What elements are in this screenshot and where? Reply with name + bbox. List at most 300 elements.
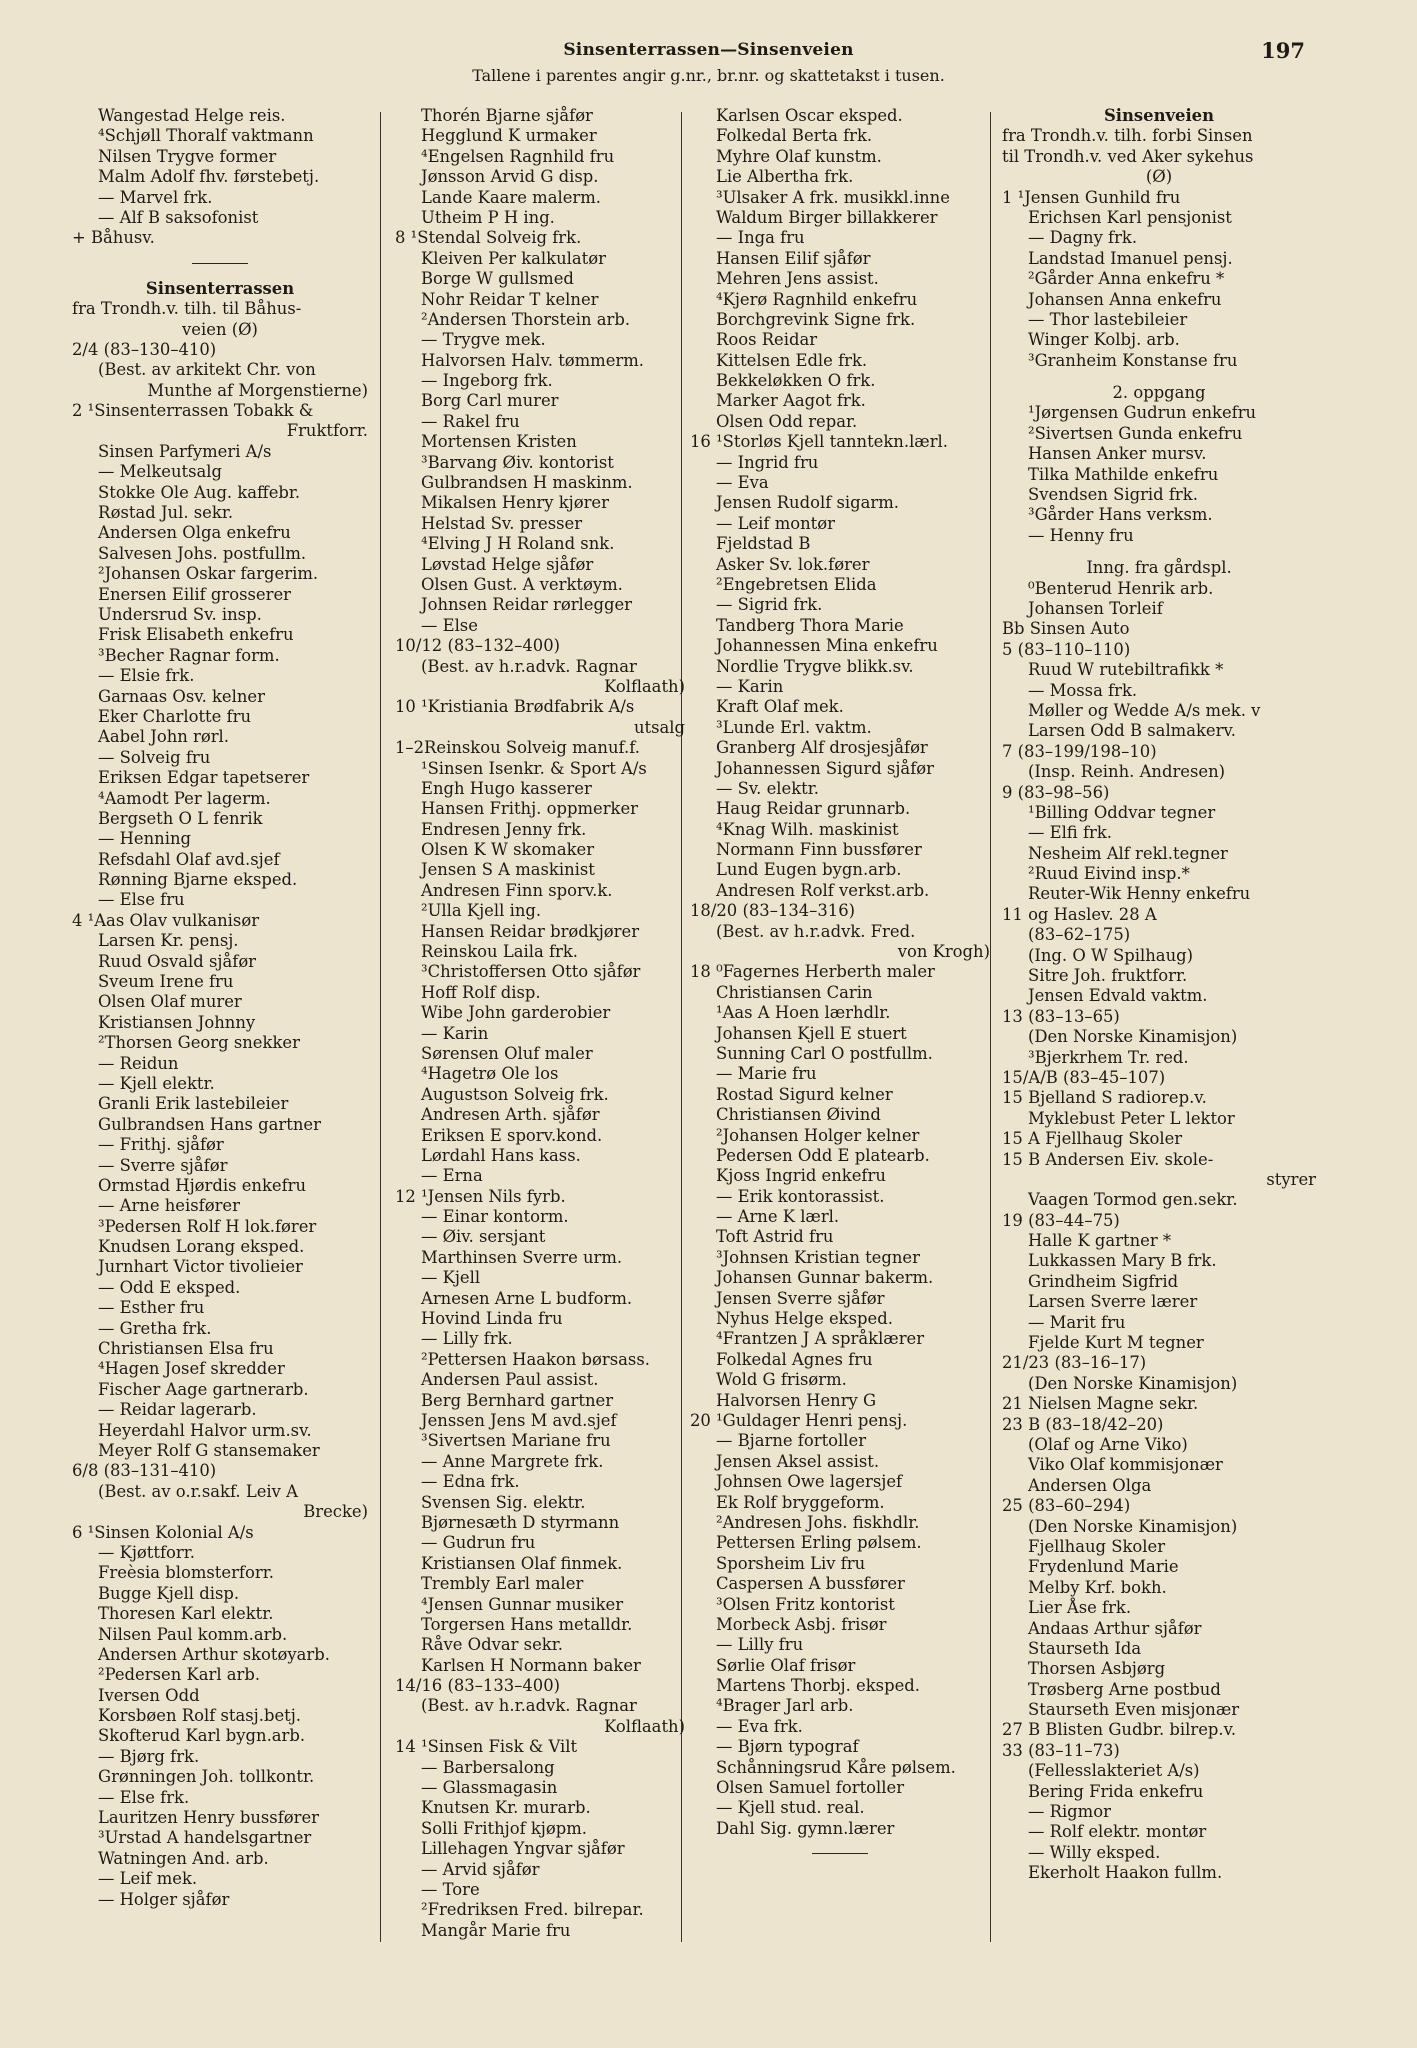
directory-entry: Staurseth Ida (1028, 1638, 1142, 1658)
directory-entry: Reinskou Laila frk. (421, 942, 578, 962)
directory-entry: Fischer Aage gartnerarb. (98, 1379, 309, 1399)
directory-entry: — Reidar lagerarb. (98, 1400, 257, 1420)
directory-entry: ³Urstad A handelsgartner (98, 1828, 312, 1848)
directory-entry: + Båhusv. (72, 228, 155, 248)
directory-entry: Nilsen Paul komm.arb. (98, 1624, 288, 1644)
directory-entry: — Ingrid fru (716, 452, 819, 472)
page-title: Sinsenterrassen—Sinsenveien (563, 40, 854, 60)
directory-entry: Ekerholt Haakon fullm. (1028, 1863, 1223, 1883)
directory-entry: (Best. av arkitekt Chr. von (98, 360, 316, 380)
directory-entry: Marker Aagot frk. (716, 391, 866, 411)
directory-entry: 15 A Fjellhaug Skoler (1002, 1129, 1183, 1149)
directory-entry: Sunning Carl O postfullm. (716, 1043, 933, 1063)
directory-entry: Sørensen Oluf maler (421, 1043, 593, 1063)
directory-entry: Mehren Jens assist. (716, 269, 879, 289)
directory-entry: — Marie fru (716, 1064, 817, 1084)
directory-entry: Folkedal Berta frk. (716, 126, 873, 146)
directory-entry: Jensen Aksel assist. (716, 1451, 880, 1471)
directory-entry: (Fellesslakteriet A/s) (1028, 1761, 1200, 1781)
directory-entry: veien (Ø) (182, 319, 258, 339)
directory-entry: ³Bjerkrhem Tr. red. (1028, 1047, 1189, 1067)
directory-entry: ⁴Engelsen Ragnhild fru (421, 146, 615, 166)
directory-entry: — Frithj. sjåfør (98, 1135, 224, 1155)
directory-entry: ³Ulsaker A frk. musikkl.inne (716, 187, 950, 207)
directory-entry: Marthinsen Sverre urm. (421, 1247, 623, 1267)
directory-entry: Hoff Rolf disp. (421, 982, 541, 1002)
section-divider (1002, 371, 1316, 383)
directory-entry: (Best. av h.r.advk. Ragnar (421, 656, 637, 676)
directory-entry: Olsen K W skomaker (421, 840, 595, 860)
directory-entry: ³Christoffersen Otto sjåfør (421, 962, 641, 982)
directory-entry: ⁴Kjerø Ragnhild enkefru (716, 289, 918, 309)
directory-entry: — Esther fru (98, 1298, 205, 1318)
directory-entry: — Trygve mek. (421, 330, 546, 350)
directory-entry: Folkedal Agnes fru (716, 1349, 873, 1369)
directory-entry: Brecke) (303, 1502, 368, 1522)
directory-entry: ³Pedersen Rolf H lok.fører (98, 1216, 317, 1236)
directory-entry: 20 ¹Guldager Henri pensj. (690, 1411, 908, 1430)
directory-entry: Undersrud Sv. insp. (98, 604, 262, 624)
directory-entry: Ek Rolf bryggeform. (716, 1492, 885, 1512)
directory-entry: ⁴Hagetrø Ole los (421, 1064, 559, 1084)
directory-entry: ²Johansen Oskar fargerim. (98, 564, 319, 584)
directory-entry: ⁰Benterud Henrik arb. (1028, 578, 1214, 598)
directory-entry: Jønsson Arvid G disp. (421, 167, 599, 187)
directory-entry: Halvorsen Halv. tømmerm. (421, 350, 645, 370)
directory-entry: Svensen Sig. elektr. (421, 1492, 586, 1512)
directory-entry: Olsen Samuel fortoller (716, 1778, 905, 1798)
directory-entry: Tilka Mathilde enkefru (1028, 464, 1219, 484)
directory-entry: — Inga fru (716, 228, 805, 248)
directory-entry: ⁴Brager Jarl arb. (716, 1696, 854, 1716)
directory-entry: Skofterud Karl bygn.arb. (98, 1726, 306, 1746)
directory-entry: Haug Reidar grunnarb. (716, 799, 911, 819)
directory-entry: Hansen Anker mursv. (1028, 444, 1207, 464)
directory-entry: — Bjørg frk. (98, 1746, 200, 1766)
directory-entry: styrer (1266, 1169, 1316, 1189)
directory-entry: Salvesen Johs. postfullm. (98, 543, 307, 563)
directory-entry: 16 ¹Storløs Kjell tanntekn.lærl. (690, 432, 949, 452)
directory-entry: — Willy eksped. (1028, 1842, 1161, 1862)
directory-entry: Andresen Finn sporv.k. (421, 880, 613, 900)
directory-entry: Jensen Edvald vaktm. (1028, 986, 1208, 1006)
page-number: 197 (1261, 38, 1305, 63)
directory-entry: Grindheim Sigfrid (1028, 1271, 1179, 1291)
directory-entry: Johannessen Sigurd sjåfør (716, 758, 934, 778)
directory-entry: ²Ruud Eivind insp.* (1028, 864, 1190, 884)
directory-entry: 25 (83–60–294) (1002, 1496, 1131, 1516)
directory-entry: Johnsen Reidar rørlegger (421, 595, 633, 615)
directory-entry: ¹Jørgensen Gudrun enkefru (1028, 403, 1257, 423)
directory-entry: Jensen Rudolf sigarm. (716, 493, 899, 513)
directory-entry: Bjørnesæth D styrmann (421, 1512, 620, 1532)
directory-entry: (Den Norske Kinamisjon) (1028, 1027, 1238, 1047)
directory-entry: Granli Erik lastebileier (98, 1094, 289, 1114)
directory-entry: Lukkassen Mary B frk. (1028, 1251, 1217, 1271)
directory-entry: — Kjell (421, 1268, 481, 1288)
directory-entry: Larsen Sverre lærer (1028, 1292, 1198, 1312)
directory-entry: ⁴Hagen Josef skredder (98, 1359, 285, 1379)
directory-entry: Kittelsen Edle frk. (716, 350, 868, 370)
directory-entry: Solli Frithjof kjøpm. (421, 1818, 587, 1838)
directory-entry: — Arvid sjåfør (421, 1859, 540, 1879)
directory-entry: Olsen Olaf murer (98, 992, 242, 1012)
directory-entry: ³Becher Ragnar form. (98, 645, 280, 665)
directory-entry: Tandberg Thora Marie (716, 615, 904, 635)
directory-entry: Lie Albertha frk. (716, 167, 854, 187)
directory-entry: 18/20 (83–134–316) (690, 901, 856, 921)
directory-entry: Refsdahl Olaf avd.sjef (98, 849, 280, 869)
directory-entry: Eriksen Edgar tapetserer (98, 768, 310, 788)
directory-entry: ⁴Schjøll Thoralf vaktmann (98, 126, 314, 146)
directory-entry: ³Olsen Fritz kontorist (716, 1594, 895, 1614)
directory-entry: Christiansen Elsa fru (98, 1339, 274, 1359)
directory-entry: Staurseth Even misjonær (1028, 1700, 1240, 1720)
directory-entry: Kjoss Ingrid enkefru (716, 1166, 886, 1186)
directory-entry: ³Sivertsen Mariane fru (421, 1431, 611, 1451)
directory-entry: — Gudrun fru (421, 1533, 536, 1553)
directory-entry: 2 ¹Sinsenterrassen Tobakk & (72, 401, 314, 421)
directory-entry: Andaas Arthur sjåfør (1028, 1618, 1202, 1638)
directory-entry: — Barbersalong (421, 1757, 555, 1777)
directory-entry: ⁴Elving J H Roland snk. (421, 534, 615, 554)
directory-entry: ²Pettersen Haakon børsass. (421, 1349, 650, 1369)
directory-entry: Waldum Birger billakkerer (716, 207, 938, 227)
directory-entry: Heyerdahl Halvor urm.sv. (98, 1420, 312, 1440)
directory-entry: — Eva frk. (716, 1716, 803, 1736)
directory-entry: 5 (83–110–110) (1002, 639, 1131, 659)
directory-entry: — Rigmor (1028, 1802, 1111, 1822)
directory-entry: — Marvel frk. (98, 187, 213, 207)
directory-entry: Johansen Kjell E stuert (716, 1023, 907, 1043)
column-4 (1002, 106, 1316, 1884)
directory-entry: Normann Finn bussfører (716, 840, 922, 860)
directory-entry: Sitre Joh. fruktforr. (1028, 966, 1188, 986)
directory-entry: — Erik kontorassist. (716, 1186, 885, 1206)
directory-entry: — Else fru (98, 890, 185, 910)
column-divider (990, 112, 991, 1942)
directory-entry: ³Barvang Øiv. kontorist (421, 452, 614, 472)
directory-entry: Fjelde Kurt M tegner (1028, 1333, 1204, 1353)
directory-entry: Morbeck Asbj. frisør (716, 1614, 887, 1634)
directory-entry: — Bjarne fortoller (716, 1431, 867, 1451)
directory-entry: 21/23 (83–16–17) (1002, 1353, 1147, 1373)
directory-entry: ²Fredriksen Fred. bilrepar. (421, 1900, 644, 1920)
directory-entry: Christiansen Øivind (716, 1105, 881, 1125)
directory-entry: Sveum Irene fru (98, 972, 234, 992)
directory-entry: Jurnhart Victor tivolieier (98, 1257, 303, 1277)
directory-entry: 18 ⁰Fagernes Herberth maler (690, 962, 935, 982)
directory-entry: Halle K gartner * (1028, 1231, 1172, 1251)
directory-entry: — Sv. elektr. (716, 778, 819, 798)
directory-entry: 6 ¹Sinsen Kolonial A/s (72, 1522, 254, 1542)
directory-entry: utsalg (633, 717, 685, 737)
directory-entry: Grønningen Joh. tollkontr. (98, 1767, 315, 1787)
column-divider (380, 112, 381, 1942)
directory-entry: 2/4 (83–130–410) (72, 339, 217, 359)
directory-entry: Kleiven Per kalkulatør (421, 248, 606, 268)
directory-entry: Trøsberg Arne postbud (1028, 1679, 1221, 1699)
directory-entry: Andersen Paul assist. (421, 1370, 599, 1390)
page-subtitle: Tallene i parentes angir g.nr., br.nr. og skattetakst i tusen. (472, 66, 945, 85)
directory-entry: (Den Norske Kinamisjon) (1028, 1516, 1238, 1536)
directory-entry: Christiansen Carin (716, 982, 873, 1002)
directory-entry: fra Trondh.v. tilh. forbi Sinsen (1002, 126, 1253, 146)
directory-entry: ¹Sinsen Isenkr. & Sport A/s (421, 758, 647, 778)
directory-entry: Knudsen Lorang eksped. (98, 1237, 305, 1257)
directory-entry: Fjeldstad B (716, 534, 811, 554)
directory-entry: Andersen Olga enkefru (98, 523, 291, 543)
directory-entry: — Leif montør (716, 513, 835, 533)
directory-entry: Berg Bernhard gartner (421, 1390, 614, 1410)
directory-entry: Lauritzen Henry bussfører (98, 1808, 320, 1828)
directory-entry: Jenssen Jens M avd.sjef (421, 1411, 617, 1430)
directory-entry: Røstad Jul. sekr. (98, 503, 234, 523)
directory-entry: 33 (83–11–73) (1002, 1740, 1120, 1760)
directory-entry: Andresen Arth. sjåfør (421, 1105, 600, 1125)
directory-entry: Lier Åse frk. (1028, 1598, 1132, 1618)
directory-entry: ²Gårder Anna enkefru * (1028, 269, 1225, 289)
directory-entry: — Edna frk. (421, 1472, 520, 1492)
directory-entry: Munthe af Morgenstierne) (147, 380, 368, 400)
directory-entry: Utheim P H ing. (421, 207, 555, 227)
directory-entry: — Karin (716, 676, 784, 696)
directory-entry: (Ing. O W Spilhaug) (1028, 945, 1194, 965)
directory-entry: — Else (421, 615, 478, 635)
directory-entry: ⁴Jensen Gunnar musiker (421, 1594, 624, 1614)
directory-entry: Dahl Sig. gymn.lærer (716, 1818, 895, 1838)
directory-entry: Mangår Marie fru (421, 1920, 571, 1940)
directory-entry: Kolflaath) (604, 1716, 685, 1736)
section-heading: Sinsenveien (1103, 106, 1215, 125)
directory-entry: Mikalsen Henry kjører (421, 493, 609, 513)
directory-entry: Rostad Sigurd kelner (716, 1084, 893, 1104)
directory-entry: (Olaf og Arne Viko) (1028, 1435, 1188, 1454)
directory-entry: Nordlie Trygve blikk.sv. (716, 656, 914, 676)
directory-entry: Nohr Reidar T kelner (421, 289, 599, 309)
directory-entry: (Den Norske Kinamisjon) (1028, 1373, 1238, 1393)
directory-entry: Vaagen Tormod gen.sekr. (1028, 1190, 1238, 1210)
directory-entry: Thorsen Asbjørg (1028, 1659, 1166, 1679)
directory-entry: Winger Kolbj. arb. (1028, 330, 1180, 350)
directory-entry: ²Andresen Johs. fiskhdlr. (716, 1512, 920, 1532)
directory-entry: Arnesen Arne L budform. (421, 1288, 633, 1308)
directory-entry: ²Thorsen Georg snekker (98, 1033, 300, 1053)
column-1 (72, 106, 368, 1910)
directory-entry: (Best. av h.r.advk. Ragnar (421, 1696, 637, 1716)
directory-entry: Asker Sv. lok.fører (716, 554, 870, 574)
directory-entry: (Ø) (1145, 167, 1173, 187)
directory-entry: Garnaas Osv. kelner (98, 686, 265, 706)
directory-entry: Larsen Kr. pensj. (98, 931, 239, 951)
directory-entry: Andersen Olga (1028, 1475, 1152, 1495)
directory-entry: — Gretha frk. (98, 1318, 212, 1338)
directory-entry: Kristiansen Johnny (98, 1012, 256, 1032)
directory-entry: 1 ¹Jensen Gunhild fru (1002, 187, 1181, 207)
directory-entry: — Reidun (98, 1053, 179, 1073)
directory-entry: Hansen Eilif sjåfør (716, 248, 871, 268)
directory-entry: Meyer Rolf G stansemaker (98, 1441, 320, 1460)
directory-entry: — Odd E eksped. (98, 1277, 241, 1297)
directory-entry: Jensen S A maskinist (421, 860, 595, 880)
directory-entry: Martens Thorbj. eksped. (716, 1676, 920, 1696)
directory-entry: — Eva (716, 473, 769, 493)
directory-entry: ²Ulla Kjell ing. (421, 901, 542, 921)
directory-entry: Schånningsrud Kåre pølsem. (716, 1757, 956, 1777)
directory-entry: Hovind Linda fru (421, 1309, 563, 1329)
directory-entry: — Kjell stud. real. (716, 1798, 865, 1818)
directory-entry: Aabel John rørl. (98, 727, 230, 747)
directory-entry: Lillehagen Yngvar sjåfør (421, 1839, 625, 1859)
directory-entry: — Elsie frk. (98, 666, 195, 686)
directory-entry: — Anne Margrete frk. (421, 1451, 604, 1471)
directory-entry: — Øiv. sersjant (421, 1227, 546, 1247)
directory-entry: (83–62–175) (1028, 925, 1131, 945)
directory-entry: ²Pedersen Karl arb. (98, 1665, 261, 1685)
directory-entry: Melby Krf. bokh. (1028, 1577, 1167, 1597)
directory-entry: Caspersen A bussfører (716, 1574, 905, 1594)
directory-entry: — Alf B saksofonist (98, 207, 259, 227)
directory-entry: — Rolf elektr. montør (1028, 1822, 1207, 1842)
directory-entry: ³Granheim Konstanse fru (1028, 350, 1238, 370)
directory-entry: ¹Billing Oddvar tegner (1028, 802, 1216, 822)
directory-entry: Torgersen Hans metalldr. (421, 1614, 633, 1634)
directory-entry: Gulbrandsen Hans gartner (98, 1114, 321, 1134)
directory-entry: 19 (83–44–75) (1002, 1210, 1120, 1230)
directory-entry: 9 (83–98–56) (1002, 782, 1110, 802)
directory-entry: 12 ¹Jensen Nils fyrb. (395, 1186, 566, 1206)
directory-entry: — Lilly fru (716, 1635, 804, 1655)
directory-entry: — Dagny frk. (1028, 228, 1138, 248)
directory-entry: 1–2Reinskou Solveig manuf.f. (395, 738, 640, 758)
directory-entry: — Else frk. (98, 1787, 190, 1807)
directory-entry: Lund Eugen bygn.arb. (716, 860, 902, 880)
directory-entry: Sørlie Olaf frisør (716, 1655, 856, 1675)
directory-entry: Pedersen Odd E platearb. (716, 1145, 930, 1165)
directory-entry: Borchgrevink Signe frk. (716, 309, 916, 329)
column-3 (690, 106, 990, 1869)
directory-entry: 14/16 (83–133–400) (395, 1676, 561, 1696)
directory-entry: — Arne heisfører (98, 1196, 240, 1216)
directory-entry: Bering Frida enkefru (1028, 1781, 1204, 1801)
directory-entry: Johnsen Owe lagersjef (716, 1472, 903, 1492)
directory-entry: Frisk Elisabeth enkefru (98, 625, 294, 645)
directory-entry: Rønning Bjarne eksped. (98, 870, 298, 890)
directory-entry: Landstad Imanuel pensj. (1028, 248, 1233, 268)
directory-entry: Pettersen Erling pølsem. (716, 1533, 922, 1553)
directory-entry: Erichsen Karl pensjonist (1028, 207, 1232, 227)
directory-entry: Borg Carl murer (421, 391, 559, 411)
directory-entry: (Best. av h.r.advk. Fred. (716, 921, 916, 941)
section-heading: Sinsenterrassen (145, 278, 295, 298)
directory-entry: Reuter-Wik Henny enkefru (1028, 884, 1251, 904)
directory-entry: Sporsheim Liv fru (716, 1553, 866, 1573)
directory-entry: — Thor lastebileier (1028, 309, 1188, 329)
directory-entry: Inng. fra gårdspl. (1086, 558, 1232, 578)
directory-entry: — Kjell elektr. (98, 1073, 215, 1093)
directory-entry: 15/A/B (83–45–107) (1002, 1067, 1166, 1087)
directory-entry: — Bjørn typograf (716, 1737, 859, 1757)
directory-entry: — Elfi frk. (1028, 823, 1112, 843)
directory-entry: — Tore (421, 1879, 480, 1899)
directory-entry: ⁴Frantzen J A språklærer (716, 1329, 925, 1349)
directory-entry: Fruktforr. (286, 421, 368, 441)
directory-entry: Granberg Alf drosjesjåfør (716, 738, 928, 758)
directory-entry: — Arne K lærl. (716, 1207, 840, 1227)
directory-entry: Karlsen Oscar eksped. (716, 106, 903, 125)
directory-entry: Wold G frisørm. (716, 1370, 847, 1390)
directory-entry: Bergseth O L fenrik (98, 808, 263, 828)
directory-entry: Engh Hugo kasserer (421, 778, 592, 798)
directory-entry: 2. oppgang (1112, 383, 1206, 403)
directory-entry: — Henning (98, 829, 191, 849)
directory-entry: 11 og Haslev. 28 A (1002, 904, 1157, 924)
directory-entry: Roos Reidar (716, 330, 818, 350)
directory-entry: Hegglund K urmaker (421, 126, 597, 146)
directory-entry: 14 ¹Sinsen Fisk & Vilt (395, 1737, 578, 1757)
directory-entry: Borge W gullsmed (421, 269, 574, 289)
directory-entry: Møller og Wedde A/s mek. v (1028, 700, 1261, 720)
directory-entry: 27 B Blisten Gudbr. bilrep.v. (1002, 1720, 1237, 1740)
directory-entry: von Krogh) (897, 942, 990, 962)
directory-entry: Mortensen Kristen (421, 432, 577, 452)
directory-entry: Olsen Odd repar. (716, 411, 858, 431)
directory-entry: Myhre Olaf kunstm. (716, 146, 882, 166)
directory-entry: 15 B Andersen Eiv. skole- (1002, 1149, 1214, 1169)
directory-entry: ³Gårder Hans verksm. (1028, 505, 1213, 525)
column-2 (395, 106, 685, 1941)
directory-entry: ²Engebretsen Elida (716, 574, 877, 594)
directory-entry: — Lilly frk. (421, 1329, 513, 1349)
directory-entry: Fjellhaug Skoler (1028, 1536, 1166, 1556)
directory-entry: Hansen Reidar brødkjører (421, 921, 640, 941)
directory-entry: Karlsen H Normann baker (421, 1655, 641, 1675)
section-divider (1002, 546, 1316, 558)
directory-entry: 21 Nielsen Magne sekr. (1002, 1394, 1199, 1414)
directory-entry: ²Johansen Holger kelner (716, 1125, 920, 1145)
directory-entry: Andersen Arthur skotøyarb. (98, 1644, 330, 1664)
directory-entry: Hansen Frithj. oppmerker (421, 799, 638, 819)
directory-entry: Ruud Osvald sjåfør (98, 951, 257, 971)
directory-entry: ⁴Knag Wilh. maskinist (716, 819, 899, 839)
directory-entry: — Karin (421, 1023, 489, 1043)
directory-entry: Ruud W rutebiltrafikk * (1028, 660, 1224, 680)
directory-entry: Malm Adolf fhv. førstebetj. (98, 167, 320, 187)
directory-entry: Johannessen Mina enkefru (716, 636, 938, 656)
directory-entry: Sinsen Parfymeri A/s (98, 441, 272, 461)
directory-entry: Johansen Torleif (1028, 598, 1163, 618)
directory-entry: — Einar kontorm. (421, 1207, 569, 1227)
directory-entry: ²Andersen Thorstein arb. (421, 309, 631, 329)
directory-entry: 10 ¹Kristiania Brødfabrik A/s (395, 697, 635, 717)
directory-entry: Kolflaath) (604, 676, 685, 696)
directory-entry: — Ingeborg frk. (421, 371, 553, 391)
directory-entry: Lørdahl Hans kass. (421, 1145, 581, 1165)
directory-entry: (Insp. Reinh. Andresen) (1028, 762, 1226, 782)
directory-entry: — Sverre sjåfør (98, 1155, 228, 1175)
directory-entry: ¹Aas A Hoen lærhdlr. (716, 1003, 891, 1023)
directory-entry: Bugge Kjell disp. (98, 1583, 240, 1603)
directory-entry: Halvorsen Henry G (716, 1390, 877, 1410)
directory-entry: — Solveig fru (98, 747, 211, 767)
directory-entry: Enersen Eilif grosserer (98, 584, 291, 604)
directory-entry: Løvstad Helge sjåfør (421, 554, 594, 574)
directory-entry: Korsbøen Rolf stasj.betj. (98, 1706, 302, 1726)
directory-entry: — Marit fru (1028, 1312, 1126, 1332)
directory-entry: Knutsen Kr. murarb. (421, 1798, 591, 1818)
directory-entry: Iversen Odd (98, 1685, 200, 1705)
directory-entry: Helstad Sv. presser (421, 513, 583, 533)
